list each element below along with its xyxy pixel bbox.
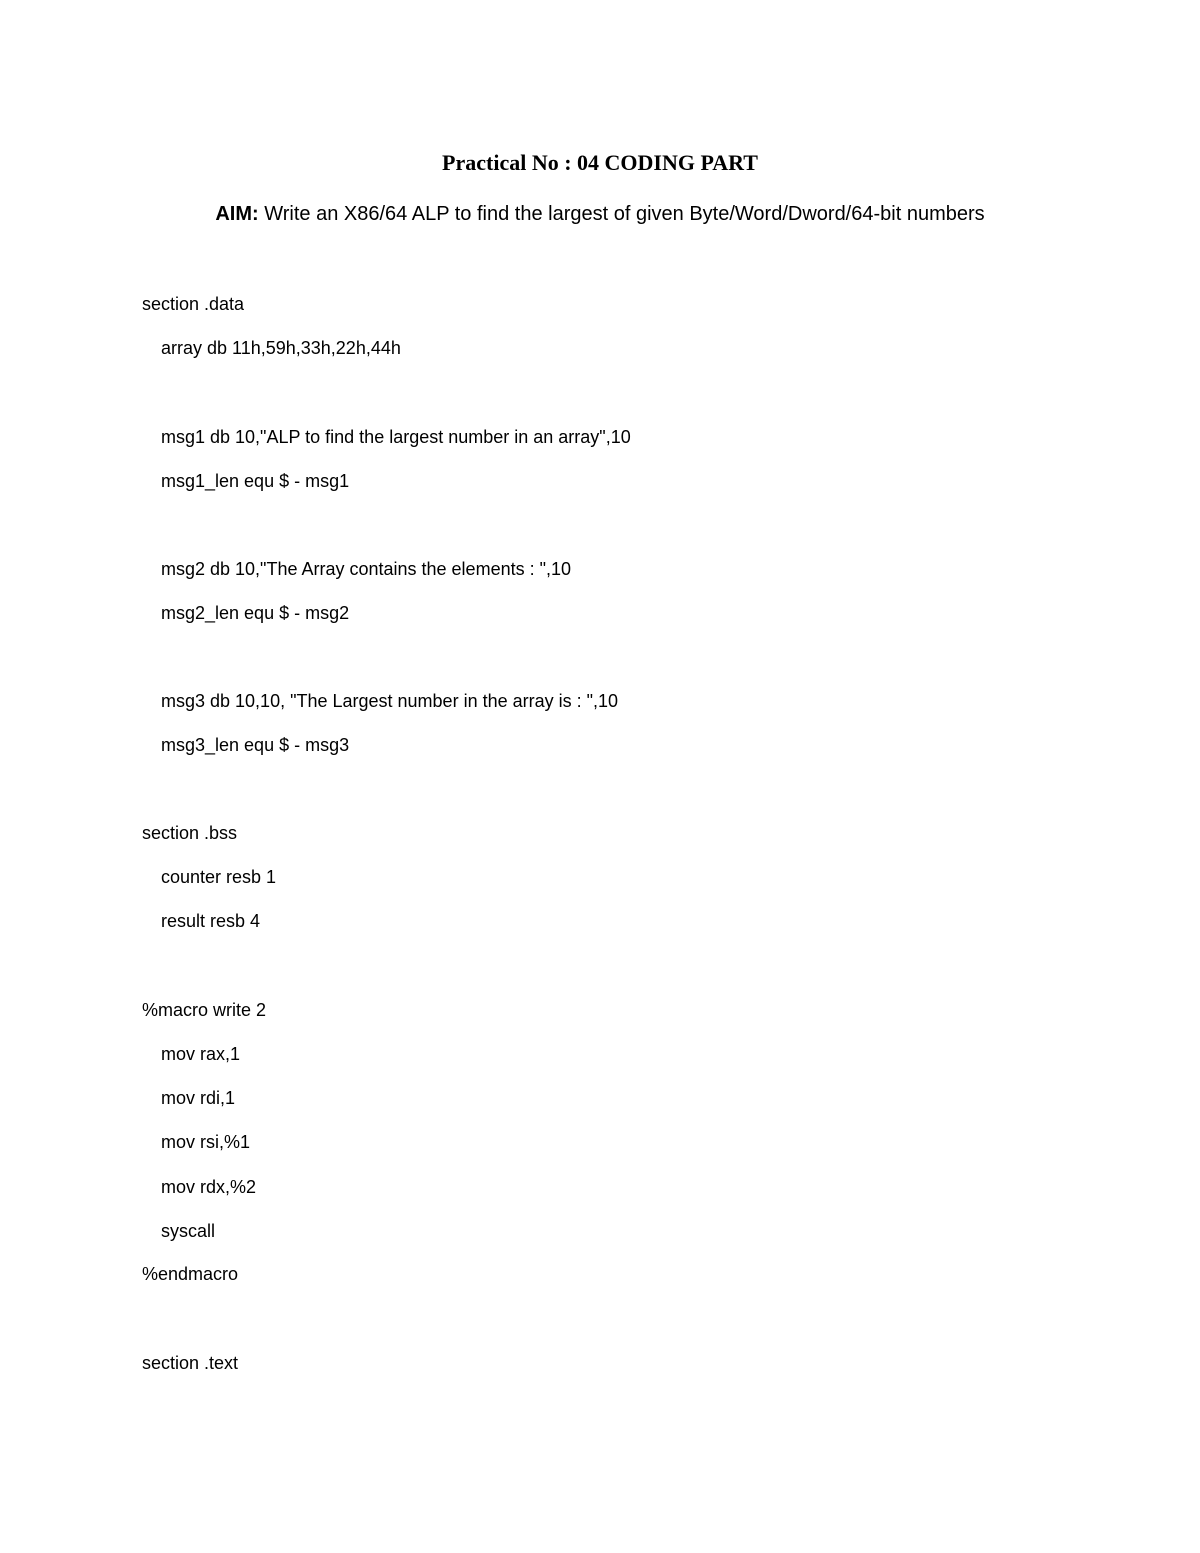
code-line: syscall bbox=[161, 1221, 216, 1241]
code-line: section .bss bbox=[142, 823, 238, 843]
code-line: msg1_len equ $ - msg1 bbox=[161, 471, 350, 491]
code-line: msg3_len equ $ - msg3 bbox=[161, 735, 350, 755]
code-line: msg1 db 10,"ALP to find the largest number in an array",10 bbox=[161, 427, 631, 447]
aim-text: Write an X86/64 ALP to find the largest of given Byte/Word/Dword/64-bit numbers bbox=[264, 203, 985, 225]
code-line: section .data bbox=[142, 294, 245, 314]
code-line: mov rdi,1 bbox=[161, 1088, 236, 1108]
code-line: msg3 db 10,10, "The Largest number in the array is : ",10 bbox=[161, 691, 619, 711]
code-line: section .text bbox=[142, 1353, 239, 1373]
code-line: msg2 db 10,"The Array contains the elements : ",10 bbox=[161, 559, 572, 579]
aim-label: AIM: bbox=[215, 203, 259, 225]
code-line: %macro write 2 bbox=[142, 1000, 267, 1020]
aim-statement bbox=[0, 199, 1200, 229]
code-line: %endmacro bbox=[142, 1264, 239, 1284]
code-line: mov rsi,%1 bbox=[161, 1132, 251, 1152]
code-line: msg2_len equ $ - msg2 bbox=[161, 603, 350, 623]
code-line: mov rax,1 bbox=[161, 1044, 241, 1064]
code-line: counter resb 1 bbox=[161, 867, 277, 887]
code-line: array db 11h,59h,33h,22h,44h bbox=[161, 338, 401, 358]
code-line: mov rdx,%2 bbox=[161, 1177, 257, 1197]
page-title: Practical No : 04 CODING PART bbox=[442, 150, 758, 175]
code-line: result resb 4 bbox=[161, 911, 261, 931]
